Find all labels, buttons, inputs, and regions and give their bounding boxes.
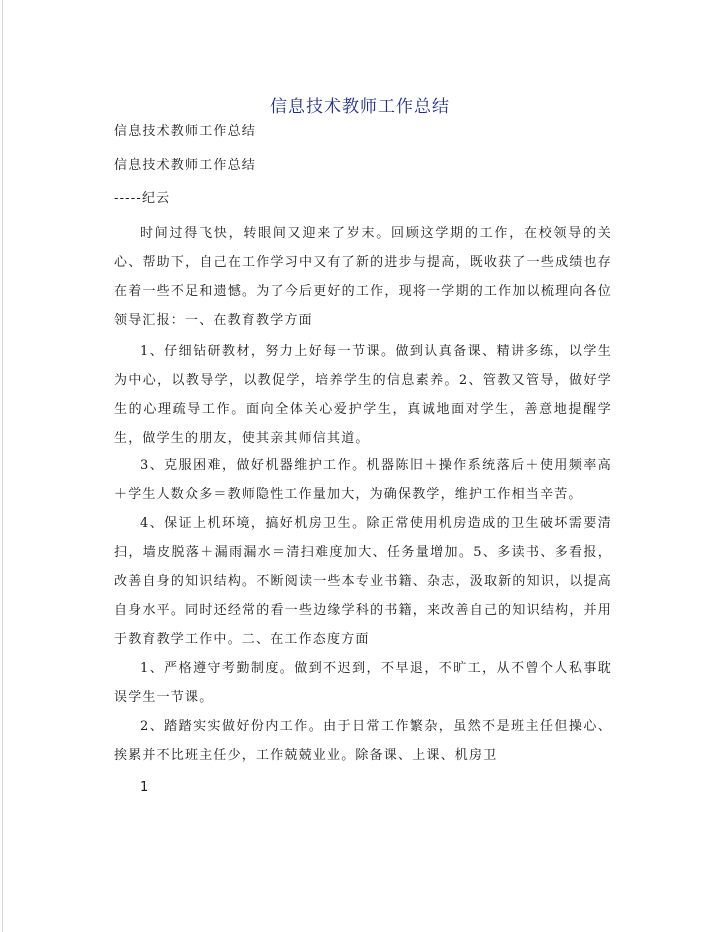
paragraph-maintenance: 3、克服困难，做好机器维护工作。机器陈旧＋操作系统落后＋使用频率高＋学生人数众多＝教师隐性工作量加大，为确保教学，维护工作相当辛苦。	[114, 458, 612, 502]
paragraph-attendance: 1、严格遵守考勤制度。做到不迟到，不早退，不旷工，从不曾个人私事耽误学生一节课。	[114, 661, 612, 705]
paragraph-intro: 时间过得飞快，转眼间又迎来了岁末。回顾这学期的工作，在校领导的关心、帮助下，自己在工作学习中又有了新的进步与提高，既收获了一些成绩也存在着一些不足和遗憾。为了今后更好的工作，现将一学期的工作加以梳理向各位领导汇报：一、在教育教学方面	[114, 226, 612, 328]
subtitle-line-2: 信息技术教师工作总结	[114, 158, 257, 173]
subtitle-line-1: 信息技术教师工作总结	[114, 124, 257, 139]
page-number: 1	[140, 780, 149, 795]
paragraph-duty: 2、踏踏实实做好份内工作。由于日常工作繁杂，虽然不是班主任但操心、挨累并不比班主任少，工作兢兢业业。除备课、上课、机房卫	[114, 719, 612, 763]
paragraph-lab-hygiene: 4、保证上机环境，搞好机房卫生。除正常使用机房造成的卫生破坏需要清扫，墙皮脱落＋漏雨漏水＝清扫难度加大、任务量增加。5、多读书、多看报，改善自身的知识结构。不断阅读一些本专业书籍、杂志，汲取新的知识，以提高自身水平。同时还经常的看一些边缘学科的书籍，来改善自己的知识结构，并用于教育教学工作中。二、在工作态度方面	[114, 516, 612, 647]
page-edge-line	[2, 0, 3, 932]
document-title: 信息技术教师工作总结	[270, 97, 450, 117]
paragraph-teaching-1-2: 1、仔细钻研教材，努力上好每一节课。做到认真备课、精讲多练，以学生为中心，以教导学，以教促学，培养学生的信息素养。2、管教又管导，做好学生的心理疏导工作。面向全体关心爱护学生，真诚地面对学生，善意地提醒学生，做学生的朋友，使其亲其师信其道。	[114, 344, 612, 446]
author-line: -----纪云	[114, 191, 171, 206]
